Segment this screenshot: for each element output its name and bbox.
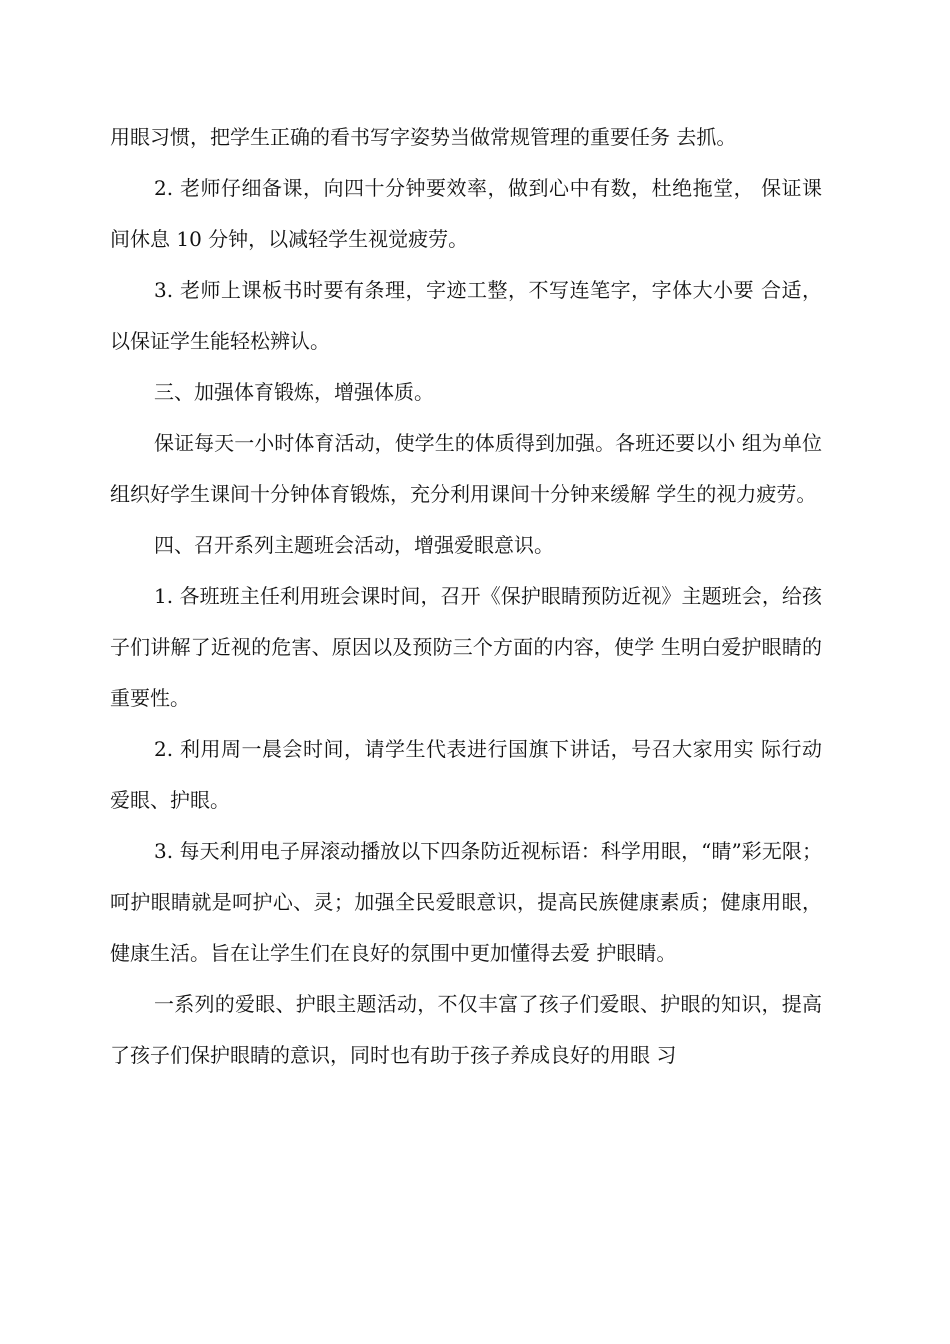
paragraph-item-3-slogans: 3. 每天利用电子屏滚动播放以下四条防近视标语：科学用眼，“睛”彩无限；呵护眼睛就是呵护心、灵；加强全民爱眼意识，提高民族健康素质；健康用眼，健康生活。旨在让学生们在良好的氛围中更加懂得去爱 护眼睛。 xyxy=(110,839,822,965)
paragraph-item-1-class-meeting: 1. 各班班主任利用班会课时间，召开《保护眼睛预防近视》主题班会，给孩子们讲解了近视的危害、原因以及预防三个方面的内容，使学 生明白爱护眼睛的重要性。 xyxy=(110,584,822,710)
section-heading-4: 四、召开系列主题班会活动，增强爱眼意识。 xyxy=(154,533,554,557)
section-heading-3: 三、加强体育锻炼，增强体质。 xyxy=(154,380,434,404)
document-body xyxy=(110,112,822,1081)
paragraph-item-3-board-writing: 3. 老师上课板书时要有条理，字迹工整，不写连笔字，字体大小要 合适，以保证学生能轻松辨认。 xyxy=(110,278,822,353)
paragraph-item-2-lesson-prep: 2. 老师仔细备课，向四十分钟要效率，做到心中有数，杜绝拖堂， 保证课间休息 10 分钟，以减轻学生视觉疲劳。 xyxy=(110,176,822,251)
paragraph-summary: 一系列的爱眼、护眼主题活动，不仅丰富了孩子们爱眼、护眼的知识，提高了孩子们保护眼睛的意识，同时也有助于孩子养成良好的用眼 习 xyxy=(110,992,822,1067)
paragraph-continuation: 用眼习惯，把学生正确的看书写字姿势当做常规管理的重要任务 去抓。 xyxy=(110,125,737,149)
paragraph-sports: 保证每天一小时体育活动，使学生的体质得到加强。各班还要以小 组为单位组织好学生课间十分钟体育锻炼，充分利用课间十分钟来缓解 学生的视力疲劳。 xyxy=(110,431,822,506)
paragraph-item-2-morning-meeting: 2. 利用周一晨会时间，请学生代表进行国旗下讲话，号召大家用实 际行动爱眼、护眼。 xyxy=(110,737,822,812)
